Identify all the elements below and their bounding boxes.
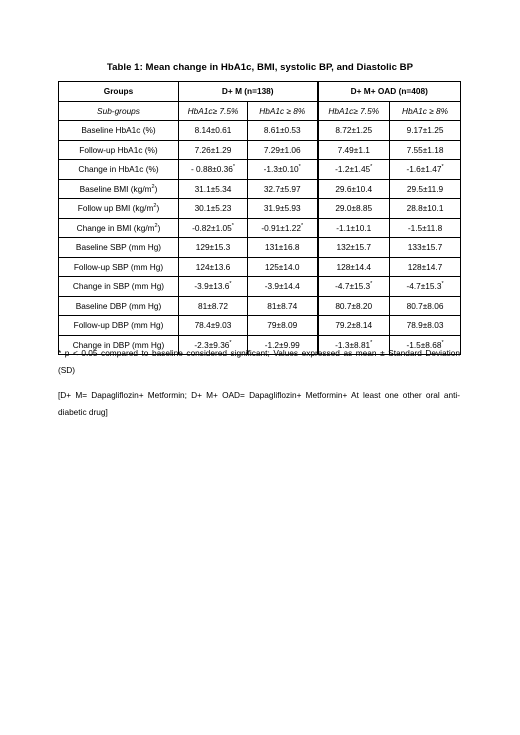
value-cell — [179, 257, 248, 277]
value-text: 8.72±1.25 — [335, 125, 373, 136]
value-cell — [248, 199, 318, 219]
row-label: Baseline SBP (mm Hg) — [59, 238, 179, 258]
value-text: -1.3±8.81 — [335, 339, 371, 350]
value-cell — [248, 179, 318, 199]
significance-marker: * — [441, 164, 444, 171]
significance-marker: * — [370, 339, 373, 346]
table-row — [59, 277, 461, 297]
row-label-text: Baseline BMI (kg/m — [79, 183, 152, 194]
subgroup-col-4: HbA1c ≥ 8% — [390, 101, 461, 121]
value-cell — [318, 238, 390, 258]
value-cell — [318, 316, 390, 336]
value-text: -3.9±14.4 — [264, 281, 300, 292]
value-text: -4.7±15.3 — [406, 281, 442, 292]
abbreviation-note: [D+ M= Dapagliflozin+ Metformin; D+ M+ OAD= Dapagliflozin+ Metformin+ At least one other oral anti-diabetic drug] — [58, 390, 460, 417]
row-label: Baseline HbA1c (%) — [59, 121, 179, 141]
value-cell — [390, 218, 461, 238]
row-label: Follow-up DBP (mm Hg) — [59, 316, 179, 336]
value-cell — [390, 121, 461, 141]
subgroup-row — [59, 101, 461, 121]
value-text: 7.26±1.29 — [194, 144, 232, 155]
value-text: - 0.88±0.36 — [190, 164, 233, 175]
value-text: 125±14.0 — [264, 261, 300, 272]
row-label: Follow-up HbA1c (%) — [59, 140, 179, 160]
table-title: Table 1: Mean change in HbA1c, BMI, systolic BP, and Diastolic BP — [106, 62, 414, 73]
table-row — [59, 179, 461, 199]
value-text: 31.1±5.34 — [194, 183, 232, 194]
value-text: -1.5±11.8 — [407, 222, 443, 233]
value-text: -1.5±8.68 — [406, 339, 442, 350]
table-row — [59, 140, 461, 160]
value-text: 78.4±9.03 — [194, 320, 232, 331]
value-cell — [179, 316, 248, 336]
value-cell — [248, 277, 318, 297]
table-body — [59, 121, 461, 355]
value-cell — [179, 199, 248, 219]
significance-marker: * — [229, 339, 232, 346]
value-text: 124±13.6 — [195, 261, 231, 272]
value-cell — [248, 316, 318, 336]
value-cell — [179, 140, 248, 160]
value-text: 7.55±1.18 — [406, 144, 444, 155]
value-text: -0.91±1.22 — [261, 222, 301, 233]
value-text: 128±14.4 — [336, 261, 372, 272]
unit-superscript: 2 — [154, 222, 158, 229]
value-text: 29.0±8.85 — [335, 203, 373, 214]
value-cell — [179, 179, 248, 199]
significance-marker: * — [298, 164, 301, 171]
row-label: Follow-up SBP (mm Hg) — [59, 257, 179, 277]
significance-marker: * — [441, 339, 444, 346]
value-cell — [318, 257, 390, 277]
value-cell — [179, 238, 248, 258]
value-text: 80.7±8.06 — [406, 300, 444, 311]
value-cell — [390, 238, 461, 258]
value-text: -1.1±10.1 — [336, 222, 372, 233]
value-text: 79.2±8.14 — [335, 320, 373, 331]
row-label — [59, 218, 179, 238]
row-label-text: Follow up BMI (kg/m — [77, 203, 154, 214]
value-cell — [318, 160, 390, 180]
value-cell — [390, 140, 461, 160]
significance-marker: * — [231, 222, 234, 229]
unit-superscript: 2 — [153, 203, 157, 210]
table-row — [59, 296, 461, 316]
table-row — [59, 316, 461, 336]
value-text: 29.5±11.9 — [406, 183, 444, 194]
value-cell — [179, 218, 248, 238]
value-cell — [248, 218, 318, 238]
group2-header: D+ M+ OAD (n=408) — [318, 82, 461, 102]
value-cell — [248, 257, 318, 277]
value-cell — [390, 199, 461, 219]
row-label — [59, 199, 179, 219]
value-text: 79±8.09 — [267, 320, 298, 331]
value-text: 8.14±0.61 — [194, 125, 232, 136]
value-text: -1.6±1.47 — [406, 164, 442, 175]
table-header-row — [59, 82, 461, 102]
value-text: -3.9±13.6 — [194, 281, 230, 292]
table-row — [59, 218, 461, 238]
row-label: Baseline DBP (mm Hg) — [59, 296, 179, 316]
value-text: -1.3±0.10 — [263, 164, 299, 175]
value-cell — [390, 277, 461, 297]
value-cell — [318, 277, 390, 297]
value-cell — [318, 140, 390, 160]
value-text: -1.2±1.45 — [335, 164, 371, 175]
value-text: 78.9±8.03 — [406, 320, 444, 331]
groups-header: Groups — [59, 82, 179, 102]
subgroup-col-1: HbA1c≥ 7.5% — [179, 101, 248, 121]
row-label-suffix: ) — [157, 222, 161, 233]
significance-marker: * — [370, 164, 373, 171]
value-cell — [318, 218, 390, 238]
value-text: 7.49±1.1 — [337, 144, 370, 155]
significance-marker: * — [232, 164, 236, 171]
table-row — [59, 199, 461, 219]
value-text: -2.3±9.36 — [194, 339, 230, 350]
group1-header: D+ M (n=138) — [179, 82, 318, 102]
value-cell — [318, 179, 390, 199]
significance-marker: * — [300, 222, 304, 229]
value-cell — [390, 179, 461, 199]
value-text: 32.7±5.97 — [263, 183, 301, 194]
value-cell — [390, 316, 461, 336]
significance-marker: * — [229, 281, 232, 288]
value-text: 7.29±1.06 — [263, 144, 301, 155]
value-text: 31.9±5.93 — [263, 203, 301, 214]
value-text: 30.1±5.23 — [194, 203, 232, 214]
row-label: Change in DBP (mm Hg) — [59, 335, 179, 355]
value-cell — [179, 160, 248, 180]
value-cell — [390, 296, 461, 316]
significance-footnote: * p < 0.05 compared to baseline considered significant; Values expressed as mean ± Standard Deviation (SD) — [58, 348, 460, 375]
value-cell — [318, 199, 390, 219]
table-row — [59, 257, 461, 277]
value-cell — [318, 121, 390, 141]
value-text: 81±8.74 — [267, 300, 298, 311]
row-label — [59, 179, 179, 199]
value-cell — [179, 121, 248, 141]
value-text: 131±16.8 — [264, 242, 300, 253]
subgroup-col-2: HbA1c ≥ 8% — [248, 101, 318, 121]
results-table — [58, 81, 461, 355]
value-cell — [248, 160, 318, 180]
row-label: Change in HbA1c (%) — [59, 160, 179, 180]
value-text: -1.2±9.99 — [264, 339, 300, 350]
value-cell — [390, 160, 461, 180]
table-notes — [58, 345, 460, 429]
value-text: 128±14.7 — [407, 261, 443, 272]
value-text: 133±15.7 — [407, 242, 443, 253]
table-row — [59, 238, 461, 258]
value-cell — [318, 296, 390, 316]
subgroup-col-3: HbA1c≥ 7.5% — [318, 101, 390, 121]
value-cell — [390, 257, 461, 277]
value-text: -4.7±15.3 — [335, 281, 371, 292]
table-row — [59, 160, 461, 180]
unit-superscript: 2 — [151, 183, 155, 190]
value-text: 81±8.72 — [198, 300, 228, 311]
significance-marker: * — [441, 281, 444, 288]
row-label: Change in SBP (mm Hg) — [59, 277, 179, 297]
table-row — [59, 121, 461, 141]
row-label-text: Change in BMI (kg/m — [76, 222, 155, 233]
value-cell — [179, 277, 248, 297]
value-cell — [179, 296, 248, 316]
subgroup-label: Sub-groups — [59, 101, 179, 121]
value-text: 8.61±0.53 — [263, 125, 301, 136]
value-text: 80.7±8.20 — [335, 300, 373, 311]
row-label-suffix: ) — [156, 203, 160, 214]
value-text: 29.6±10.4 — [335, 183, 373, 194]
value-text: 132±15.7 — [336, 242, 372, 253]
value-text: -0.82±1.05 — [192, 222, 232, 233]
value-text: 9.17±1.25 — [406, 125, 444, 136]
value-text: 28.8±10.1 — [406, 203, 444, 214]
significance-marker: * — [370, 281, 373, 288]
value-cell — [248, 121, 318, 141]
value-text: 129±15.3 — [195, 242, 231, 253]
row-label-suffix: ) — [154, 183, 158, 194]
value-cell — [248, 296, 318, 316]
value-cell — [248, 140, 318, 160]
value-cell — [248, 238, 318, 258]
